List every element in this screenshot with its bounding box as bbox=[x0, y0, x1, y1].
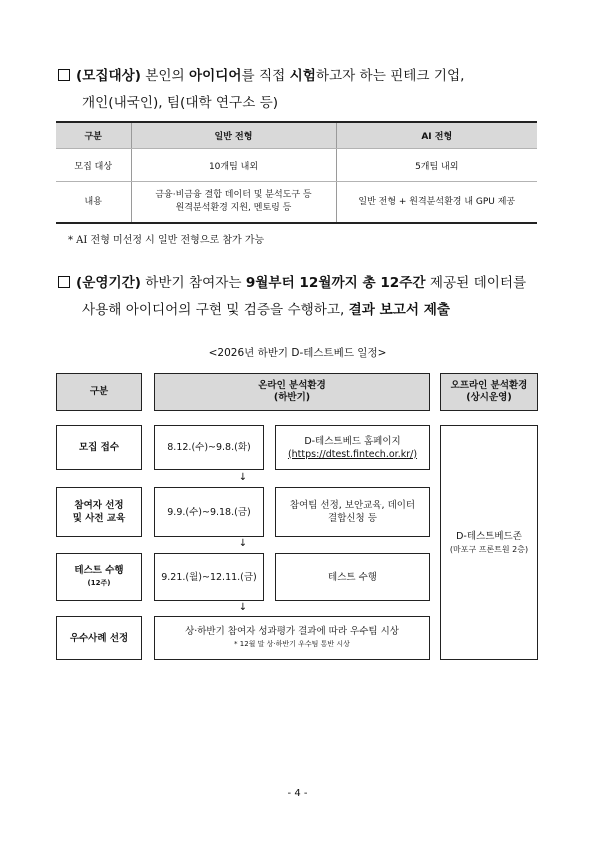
square-bullet-icon bbox=[58, 276, 70, 288]
homepage-link[interactable]: (https://dtest.fintech.or.kr/) bbox=[287, 448, 418, 460]
offline-line: D-테스트베드존 bbox=[456, 530, 522, 542]
table-cell: 모집 대상 bbox=[56, 149, 131, 182]
text-bold: 아이디어 bbox=[189, 68, 242, 84]
header-line: (하반기) bbox=[273, 392, 311, 403]
schedule-header-category: 구분 bbox=[56, 373, 142, 411]
label-line: 및 사전 교육 bbox=[72, 513, 126, 524]
cell-line: 금융·비금융 결합 데이터 및 분석도구 등 bbox=[155, 190, 312, 200]
header-line: 오프라인 분석환경 bbox=[450, 380, 528, 391]
schedule-caption: <2026년 하반기 D-테스트베드 일정> bbox=[208, 347, 387, 359]
desc-line: D-테스트베드 홈페이지 bbox=[304, 435, 401, 447]
table-header: 일반 전형 bbox=[131, 122, 336, 149]
text: 하반기 참여자는 bbox=[140, 275, 246, 291]
offline-line: (마포구 프론트원 2층) bbox=[449, 544, 529, 554]
step-description: 테스트 수행 bbox=[275, 553, 430, 601]
table-cell: 5개팀 내외 bbox=[336, 149, 537, 182]
header-line: (상시운영) bbox=[466, 392, 512, 403]
text: 하고자 하는 핀테크 기업, bbox=[315, 68, 465, 84]
table-header-row bbox=[56, 122, 537, 149]
desc-line: 상·하반기 참여자 성과평가 결과에 따라 우수팀 시상 bbox=[185, 626, 399, 637]
text: 를 직접 bbox=[241, 68, 290, 84]
arrow-down-icon: ↓ bbox=[238, 538, 248, 549]
table-note: * AI 전형 미선정 시 일반 전형으로 참가 가능 bbox=[68, 235, 265, 246]
desc-line: 참여팀 선정, 보안교육, 데이터 bbox=[289, 500, 416, 511]
label-line: 참여자 선정 bbox=[74, 500, 124, 511]
step-date: 8.12.(수)~9.8.(화) bbox=[154, 425, 264, 470]
section-label: (운영기간) bbox=[76, 275, 141, 291]
label-line: 테스트 수행 bbox=[74, 565, 124, 576]
step-description bbox=[275, 425, 430, 470]
text: 사용해 아이디어의 구현 및 검증을 수행하고, bbox=[82, 302, 349, 318]
step-date: 9.21.(월)~12.11.(금) bbox=[154, 553, 264, 601]
desc-note: * 12월 말 상·하반기 우수팀 통반 시상 bbox=[234, 640, 350, 648]
table-header: AI 전형 bbox=[336, 122, 537, 149]
table-header: 구분 bbox=[56, 122, 131, 149]
recruitment-table bbox=[56, 121, 537, 224]
text: 본인의 bbox=[140, 68, 189, 84]
step-label-award: 우수사례 선정 bbox=[56, 616, 142, 660]
arrow-down-icon: ↓ bbox=[238, 602, 248, 613]
table-cell: 일반 전형 + 원격분석환경 내 GPU 제공 bbox=[336, 182, 537, 224]
section-line2 bbox=[58, 297, 558, 324]
section-label: (모집대상) bbox=[76, 68, 141, 84]
label-line: (12주) bbox=[87, 579, 111, 587]
text-bold: 결과 보고서 제출 bbox=[348, 302, 451, 318]
table-row bbox=[56, 149, 537, 182]
table-row bbox=[56, 182, 537, 224]
schedule-header-offline bbox=[440, 373, 538, 411]
step-label-testing bbox=[56, 553, 142, 601]
step-date: 9.9.(수)~9.18.(금) bbox=[154, 487, 264, 537]
desc-line: 결합신청 등 bbox=[328, 513, 377, 524]
square-bullet-icon bbox=[58, 69, 70, 81]
arrow-down-icon: ↓ bbox=[238, 472, 248, 483]
cell-line: 원격분석환경 지원, 멘토링 등 bbox=[175, 203, 292, 213]
step-label-selection bbox=[56, 487, 142, 537]
section-operation-period bbox=[58, 270, 558, 324]
step-label-recruitment: 모집 접수 bbox=[56, 425, 142, 470]
text-bold: 시험 bbox=[289, 68, 316, 84]
text: 제공된 데이터를 bbox=[425, 275, 527, 291]
step-description bbox=[275, 487, 430, 537]
text-bold: 9월부터 12월까지 총 12주간 bbox=[245, 275, 426, 291]
step-description bbox=[154, 616, 430, 660]
schedule-header-online bbox=[154, 373, 430, 411]
table-cell: 10개팀 내외 bbox=[131, 149, 336, 182]
table-cell: 내용 bbox=[56, 182, 131, 224]
page-number: - 4 - bbox=[287, 788, 308, 799]
header-line: 온라인 분석환경 bbox=[258, 380, 326, 391]
offline-environment-box bbox=[440, 425, 538, 660]
section-line2: 개인(내국인), 팀(대학 연구소 등) bbox=[82, 95, 279, 111]
section-recruitment-target bbox=[58, 63, 558, 117]
table-cell bbox=[131, 182, 336, 224]
